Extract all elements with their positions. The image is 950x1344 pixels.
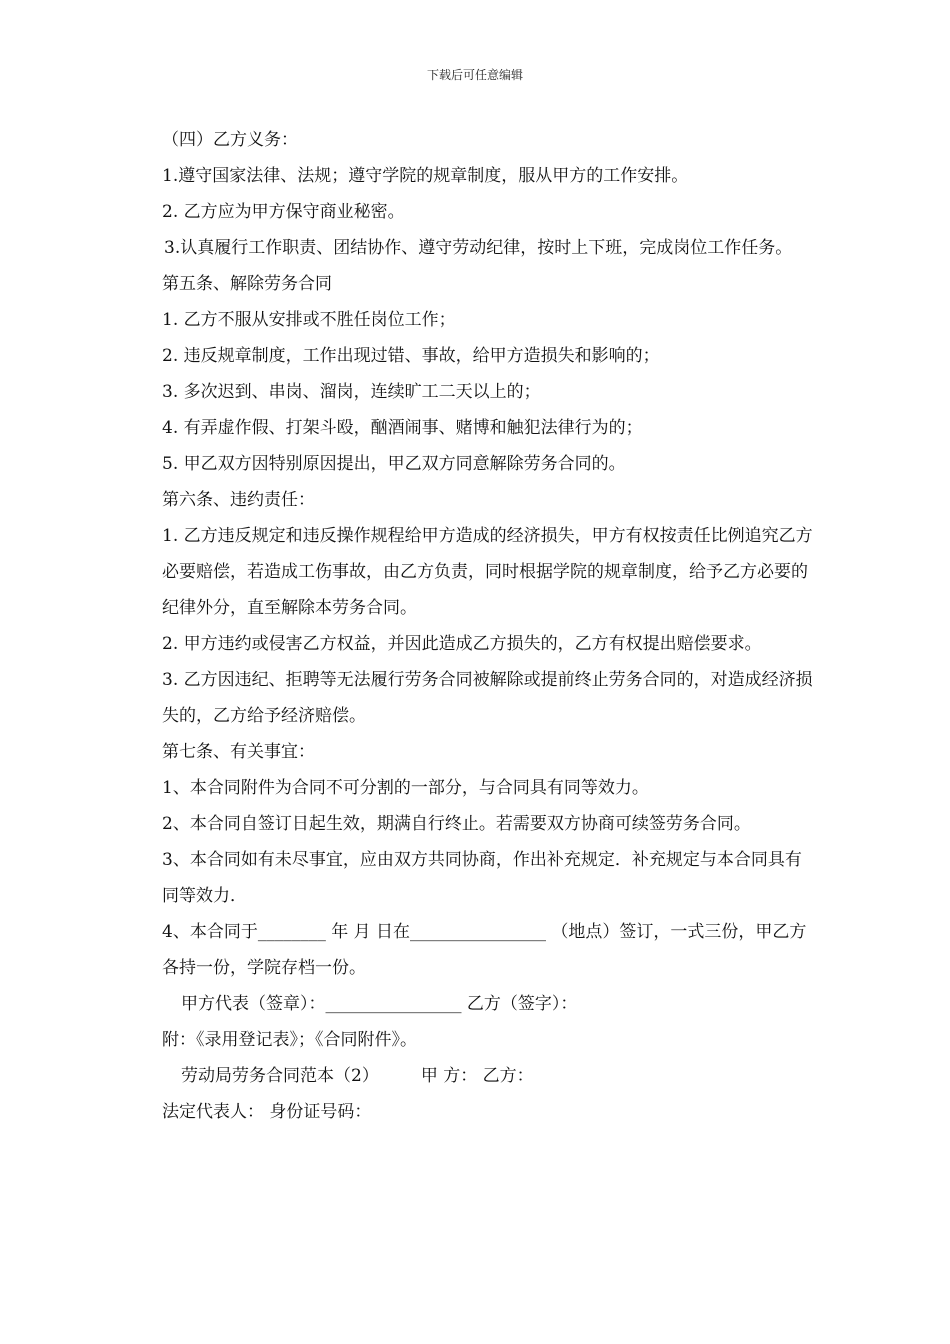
paragraph: 2. 乙方应为甲方保守商业秘密。: [162, 202, 405, 222]
paragraph: 1. 乙方不服从安排或不胜任岗位工作；: [162, 310, 456, 330]
party-labels: 甲 方： 乙方：: [420, 1066, 534, 1086]
attachment-line: 附：《录用登记表》；《合同附件》。: [162, 1030, 417, 1050]
paragraph: 1. 乙方违反规定和违反操作规程给甲方造成的经济损失，甲方有权按责任比例追究乙方必要赔偿，若造成工伤事故，由乙方负责，同时根据学院的规章制度，给予乙方必要的纪律外分，直至解除本劳务合同。: [162, 526, 813, 618]
paragraph: 4、本合同于________ 年 月 日在________________ （地点）签订，一式三份，甲乙方各持一份，学院存档一份。: [162, 922, 807, 978]
paragraph: 1、本合同附件为合同不可分割的一部分，与合同具有同等效力。: [162, 778, 649, 798]
section-heading: 第七条、有关事宜：: [162, 742, 315, 762]
template-title-line: [145, 1058, 817, 1094]
paragraph: 3、本合同如有未尽事宜，应由双方共同协商，作出补充规定．补充规定与本合同具有同等效力．: [162, 850, 802, 906]
page-header: 下载后可任意编辑: [426, 68, 523, 82]
section-heading: 第五条、解除劳务合同: [162, 274, 332, 294]
paragraph: 2. 甲方违约或侵害乙方权益，并因此造成乙方损失的，乙方有权提出赔偿要求。: [162, 634, 762, 654]
signature-line: 甲方代表（签章）：________________ 乙方（签字）：: [181, 994, 578, 1014]
paragraph: 5. 甲乙双方因特别原因提出，甲乙双方同意解除劳务合同的。: [162, 454, 626, 474]
paragraph: 1.遵守国家法律、法规；遵守学院的规章制度，服从甲方的工作安排。: [162, 166, 689, 186]
paragraph: 3.认真履行工作职责、团结协作、遵守劳动纪律，按时上下班，完成岗位工作任务。: [164, 238, 793, 258]
paragraph: 3. 乙方因违纪、拒聘等无法履行劳务合同被解除或提前终止劳务合同的，对造成经济损失的，乙方给予经济赔偿。: [162, 670, 813, 726]
document-body: [145, 122, 817, 1130]
representative-line: 法定代表人： 身份证号码：: [162, 1102, 372, 1122]
paragraph: 2、本合同自签订日起生效，期满自行终止。若需要双方协商可续签劳务合同。: [162, 814, 751, 834]
paragraph: 4. 有弄虚作假、打架斗殴，酗酒闹事、赌博和触犯法律行为的；: [162, 418, 643, 438]
paragraph: 2. 违反规章制度，工作出现过错、事故，给甲方造损失和影响的；: [162, 346, 660, 366]
section-heading: （四）乙方义务：: [162, 130, 298, 150]
paragraph: 3. 多次迟到、串岗、溜岗，连续旷工二天以上的；: [162, 382, 541, 402]
section-heading: 第六条、违约责任：: [162, 490, 315, 510]
template-title: 劳动局劳务合同范本（2）: [181, 1066, 379, 1086]
